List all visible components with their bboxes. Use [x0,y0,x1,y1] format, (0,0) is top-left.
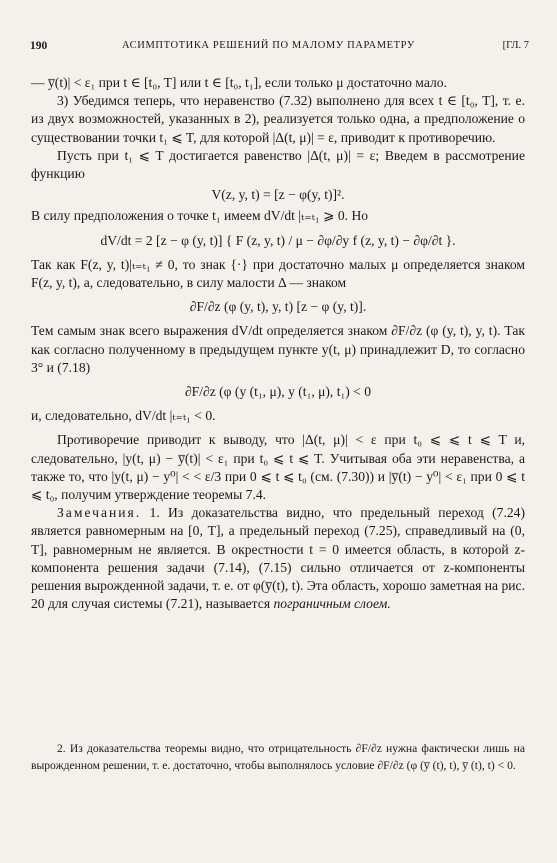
formula: V(z, y, t) = [z − φ(y, t)]². [211,187,345,203]
running-title: АСИМПТОТИКА РЕШЕНИЙ ПО МАЛОМУ ПАРАМЕТРУ [122,40,415,51]
note-paragraph: 2. Из доказательства теоремы видно, что отрицательность ∂F/∂z нужна фактически лишь на вырожденном решении, т. е. достаточно, чтобы выполнялось условие ∂F/∂z (φ (y̅ (t), t), y̅ (t), t) < 0. [31,742,525,772]
page-number: 190 [30,40,48,52]
paragraph: Пусть при t₁ ⩽ T достигается равенство |Δ(t, μ)| = ε; Введем в рассмотрение функцию [31,147,525,182]
main-text [31,74,525,613]
running-header [30,40,529,56]
chapter-label: [ГЛ. 7 [502,40,529,51]
paragraph: В силу предположения о точке t₁ имеем dV/dt |ₜ₌ₜ₁ ⩾ 0. Но [31,208,369,224]
remarks-text: 1. Из доказательства видно, что предельный переход (7.24) является равномерным на [0, T], а предельный переход (7.25), справедливый на (0, T], равномерным не является. В окрестности t = 0 имеется область, в которой z-компонента решения задачи (7.14), (7.15) сильно отличается от z-компоненты решения вырожденной задачи, т. е. от φ(y̅(t), t). Эта область, хорошо заметная на рис. 20 для случая системы (7.21), называется [31,505,525,612]
remarks-label: Замечания. [57,505,142,521]
formula: dV/dt = 2 [z − φ (y, t)] { F (z, y, t) / μ − ∂φ/∂y f (z, y, t) − ∂φ/∂t }. [100,232,456,248]
paragraph: Противоречие приводит к выводу, что |Δ(t, μ)| < ε при t₀ ⩽ ⩽ t ⩽ T и, следовательно, |y(t, μ) − y̅(t)| < ε₁ при t₀ ⩽ t ⩽ T. Учитывая оба эти неравенства, а также то, что |y(t, μ) − y⁰| < < ε/3 при 0 ⩽ t ⩽ t₀ (см. (7.30)) и |y̅(t) − y⁰| < ε₁ при 0 ⩽ t ⩽ t₀, получим утверждение теоремы 7.4. [31,432,525,503]
small-print-note [31,740,525,774]
paragraph: Тем самым знак всего выражения dV/dt определяется знаком ∂F/∂z (φ (y, t), y, t). Так как согласно полученному в предыдущем пункте y(t, μ) принадлежит D, то согласно 3° и (7.18) [31,323,525,375]
formula: ∂F/∂z (φ (y (t₁, μ), y (t₁, μ), t₁) < 0 [184,384,372,400]
boundary-layer-term: пограничным слоем. [273,596,391,612]
paragraph: Так как F(z, y, t)|ₜ₌ₜ₁ ≠ 0, то знак {·} при достаточно малых μ определяется знаком F(z, y, t), а, следовательно, в силу малости Δ — знаком [31,256,525,291]
formula: ∂F/∂z (φ (y, t), y, t) [z − φ (y, t)]. [189,299,367,315]
paragraph: — y̅(t)| < ε₁ при t ∈ [t₀, T] или t ∈ [t₀, t₁], если только μ достаточно мало. [31,75,447,90]
paragraph: и, следовательно, dV/dt |ₜ₌ₜ₁ < 0. [31,408,216,424]
remarks-paragraph [31,504,525,613]
paragraph: 3) Убедимся теперь, что неравенство (7.32) выполнено для всех t ∈ [t₀, T], т. е. из двух возможностей, указанных в 2), реализуется только одна, а предположение о существовании точки t₁ ⩽ T, для которой |Δ(t, μ)| = ε, приводит к противоречию. [31,93,525,145]
